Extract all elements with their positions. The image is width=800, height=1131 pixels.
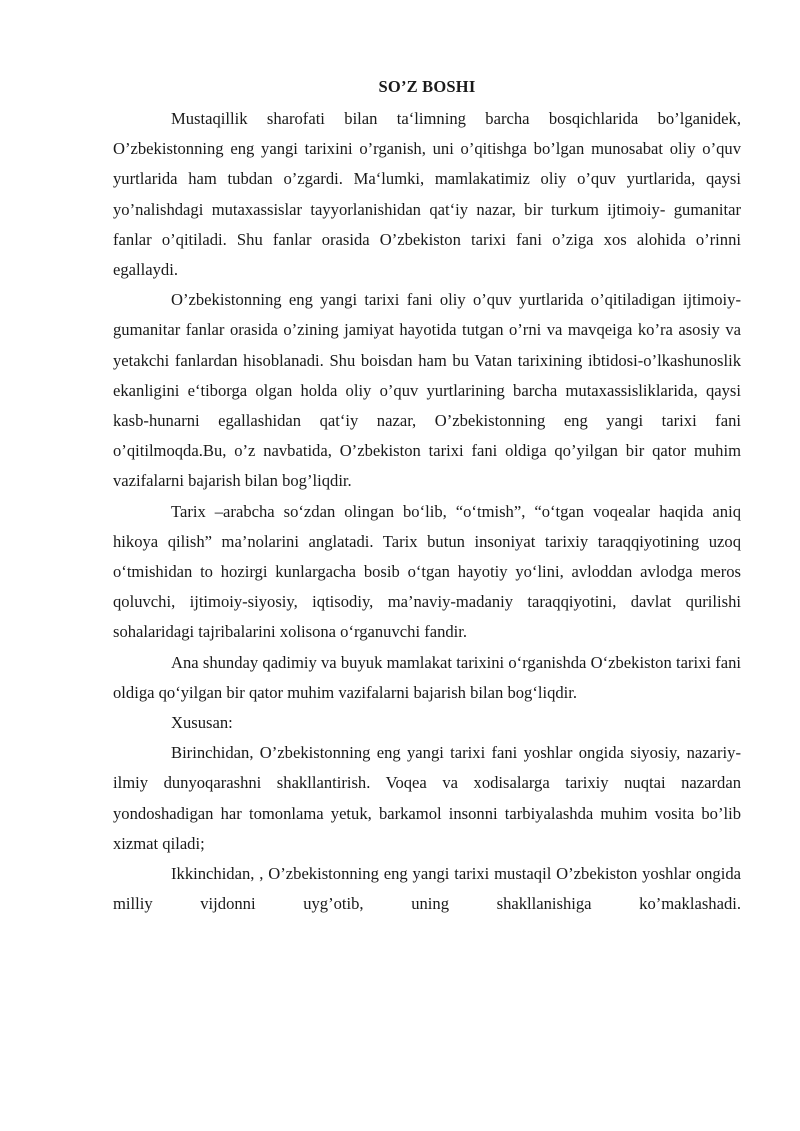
- paragraph-4: Ana shunday qadimiy va buyuk mamlakat tarixini o‘rganishda O‘zbekiston tarixi fani oldiga qo‘yilgan bir qator muhim vazifalarni bajarish bilan bog‘liqdir.: [113, 652, 741, 702]
- paragraph-6: Birinchidan, O’zbekistonning eng yangi tarixi fani yoshlar ongida siyosiy, nazariy-ilmiy dunyoqarashni shakllantirish. Voqea va xodisalarga tarixiy nuqtai nazardan yondoshadigan har tomonlama yetuk, barkamol insonni tarbiyalashda muhim vosita bo’lib xizmat qiladi;: [113, 743, 741, 853]
- paragraph-1: Mustaqillik sharofati bilan ta‘limning barcha bosqichlarida bo’lganidek, O’zbekistonning eng yangi tarixini o’rganish, uni o’qitishga bo’lgan munosabat oliy o’quv yurtlarida ham tubdan o’zgardi. Ma‘lumki, mamlakatimiz oliy o’quv yurtlarida, qaysi yo’nalishdagi mutaxassislar tayyorlanishidan qat‘iy nazar, bir turkum ijtimoiy- gumanitar fanlar o’qitiladi. Shu fanlar orasida O’zbekiston tarixi fani o’ziga xos alohida o’rinni egallaydi.: [113, 109, 741, 280]
- paragraph-3: Tarix –arabcha so‘zdan olingan bo‘lib, “o‘tmish”, “o‘tgan voqealar haqida aniq hikoya qilish” ma’nolarini anglatadi. Tarix butun insoniyat tarixiy taraqqiyotining uzoq o‘tmishidan to hozirgi kunlargacha bosib o‘tgan hayotiy yo‘lini, avloddan avlodga meros qoluvchi, ijtimoiy-siyosiy, iqtisodiy, ma’naviy-madaniy taraqqiyotini, davlat qurilishi sohalaridagi tajribalarini xolisona o‘rganuvchi fandir.: [113, 501, 741, 642]
- paragraph-5: Xususan:: [171, 713, 233, 733]
- paragraph-7: Ikkinchidan, , O’zbekistonning eng yangi tarixi mustaqil O’zbekiston yoshlar ongida milliy vijdonni uyg’otib, uning shakllanishiga ko’maklashadi.: [113, 864, 741, 914]
- document-page: [113, 72, 741, 919]
- paragraph-2: O’zbekistonning eng yangi tarixi fani oliy o’quv yurtlarida o’qitiladigan ijtimoiy-gumanitar fanlar orasida o’zining jamiyat hayotida tutgan o’rni va mavqeiga ko’ra asosiy va yetakchi fanlardan hisoblanadi. Shu boisdan ham bu Vatan tarixining ibtidosi-o’lkashunoslik ekanligini e‘tiborga olgan holda oliy o’quv yurtlarining barcha mutaxassisliklarida, qaysi kasb-hunarni egallashidan qat‘iy nazar, O’zbekistonning eng yangi tarixi fani o’qitilmoqda.Bu, o’z navbatida, O’zbekiston tarixi fani oldiga qo’yilgan bir qator muhim vazifalarni bajarish bilan bog’liqdir.: [113, 290, 741, 491]
- document-title: SO’Z BOSHI: [378, 77, 476, 96]
